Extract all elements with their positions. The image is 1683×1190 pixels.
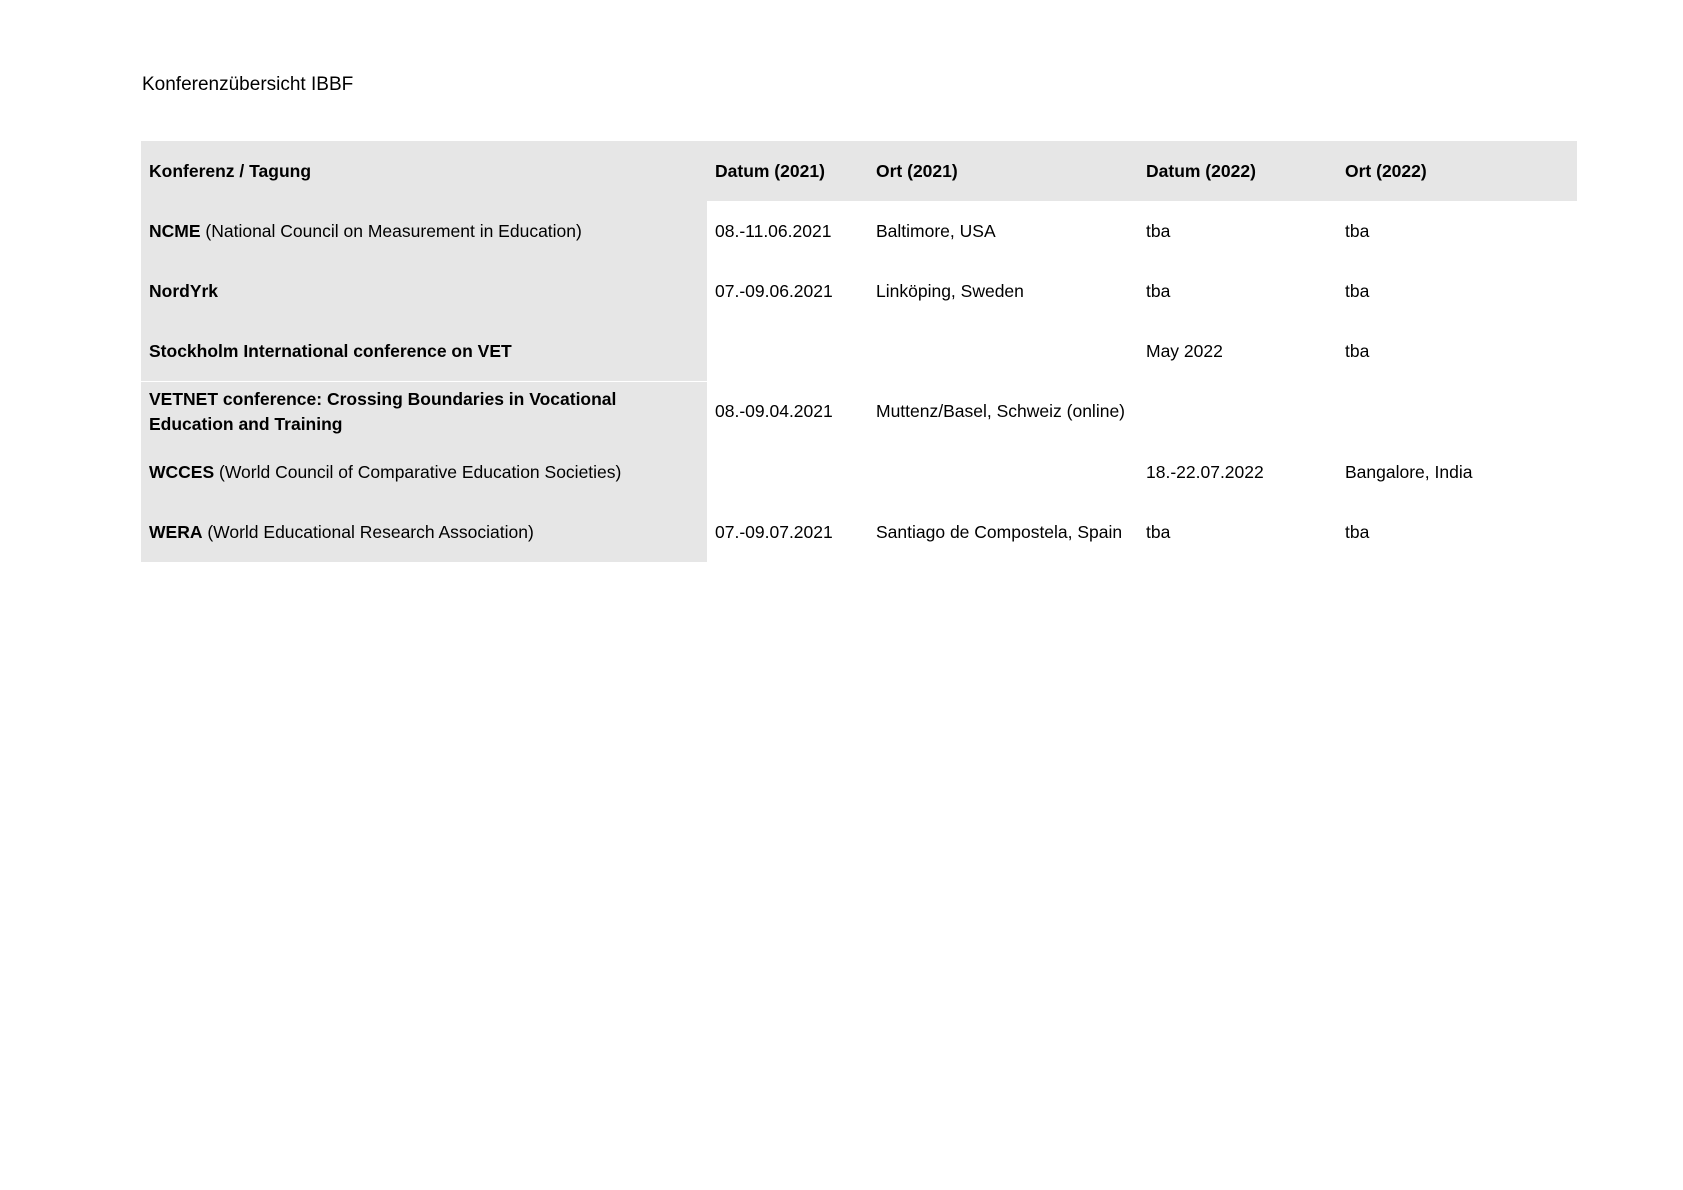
- conference-name-cell: [141, 502, 707, 562]
- date-2022-cell: [1138, 382, 1337, 443]
- header-place-2021: Ort (2021): [868, 141, 1138, 201]
- date-2022-cell: tba: [1146, 280, 1171, 301]
- conference-name-cell: [141, 201, 707, 261]
- header-conference: Konferenz / Tagung: [141, 141, 707, 201]
- conference-fullname: (World Council of Comparative Education Societies): [214, 461, 622, 482]
- table-row: [141, 201, 1577, 261]
- date-2021-cell: [707, 442, 868, 502]
- place-2021-cell: [868, 321, 1138, 382]
- date-2021-cell: 07.-09.06.2021: [715, 280, 833, 301]
- place-2022-cell: tba: [1345, 220, 1370, 241]
- date-2021-cell: 08.-11.06.2021: [715, 220, 832, 241]
- header-date-2022: Datum (2022): [1138, 141, 1337, 201]
- table-header-row: [141, 141, 1577, 201]
- place-2021-cell: Linköping, Sweden: [876, 280, 1024, 301]
- conference-name-cell: [141, 382, 707, 443]
- conference-acronym: VETNET conference: Crossing Boundaries in Vocational Education and Training: [149, 389, 617, 434]
- table-row: [141, 502, 1577, 562]
- date-2022-cell: 18.-22.07.2022: [1146, 461, 1264, 482]
- date-2021-cell: 07.-09.07.2021: [715, 521, 833, 542]
- place-2021-cell: Baltimore, USA: [876, 220, 996, 241]
- place-2022-cell: [1337, 382, 1577, 443]
- conference-name-cell: [141, 261, 707, 321]
- conference-acronym: WERA: [149, 521, 203, 542]
- conference-acronym: NordYrk: [149, 280, 219, 301]
- conference-acronym: Stockholm International conference on VET: [149, 340, 512, 361]
- conference-name-cell: [141, 321, 707, 382]
- conference-fullname: (National Council on Measurement in Education): [200, 220, 582, 241]
- place-2022-cell: Bangalore, India: [1345, 461, 1473, 482]
- date-2021-cell: 08.-09.04.2021: [715, 401, 833, 422]
- table-row: [141, 382, 1577, 443]
- conference-acronym: WCCES: [149, 461, 215, 482]
- conference-table: [141, 141, 1577, 562]
- place-2021-cell: [868, 442, 1138, 502]
- date-2022-cell: tba: [1146, 220, 1171, 241]
- conference-acronym: NCME: [149, 220, 201, 241]
- date-2022-cell: May 2022: [1146, 340, 1223, 361]
- place-2022-cell: tba: [1345, 340, 1370, 361]
- conference-name-cell: [141, 442, 707, 502]
- place-2021-cell: Santiago de Compostela, Spain: [876, 521, 1123, 542]
- date-2022-cell: tba: [1146, 521, 1171, 542]
- conference-fullname: (World Educational Research Association): [202, 521, 534, 542]
- header-date-2021: Datum (2021): [707, 141, 868, 201]
- place-2021-cell: Muttenz/Basel, Schweiz (online): [876, 401, 1125, 422]
- header-place-2022: Ort (2022): [1337, 141, 1577, 201]
- date-2021-cell: [707, 321, 868, 382]
- place-2022-cell: tba: [1345, 521, 1370, 542]
- table-row: [141, 442, 1577, 502]
- document-title: Konferenzübersicht IBBF: [142, 74, 354, 95]
- table-row: [141, 321, 1577, 382]
- place-2022-cell: tba: [1345, 280, 1370, 301]
- table-row: [141, 261, 1577, 321]
